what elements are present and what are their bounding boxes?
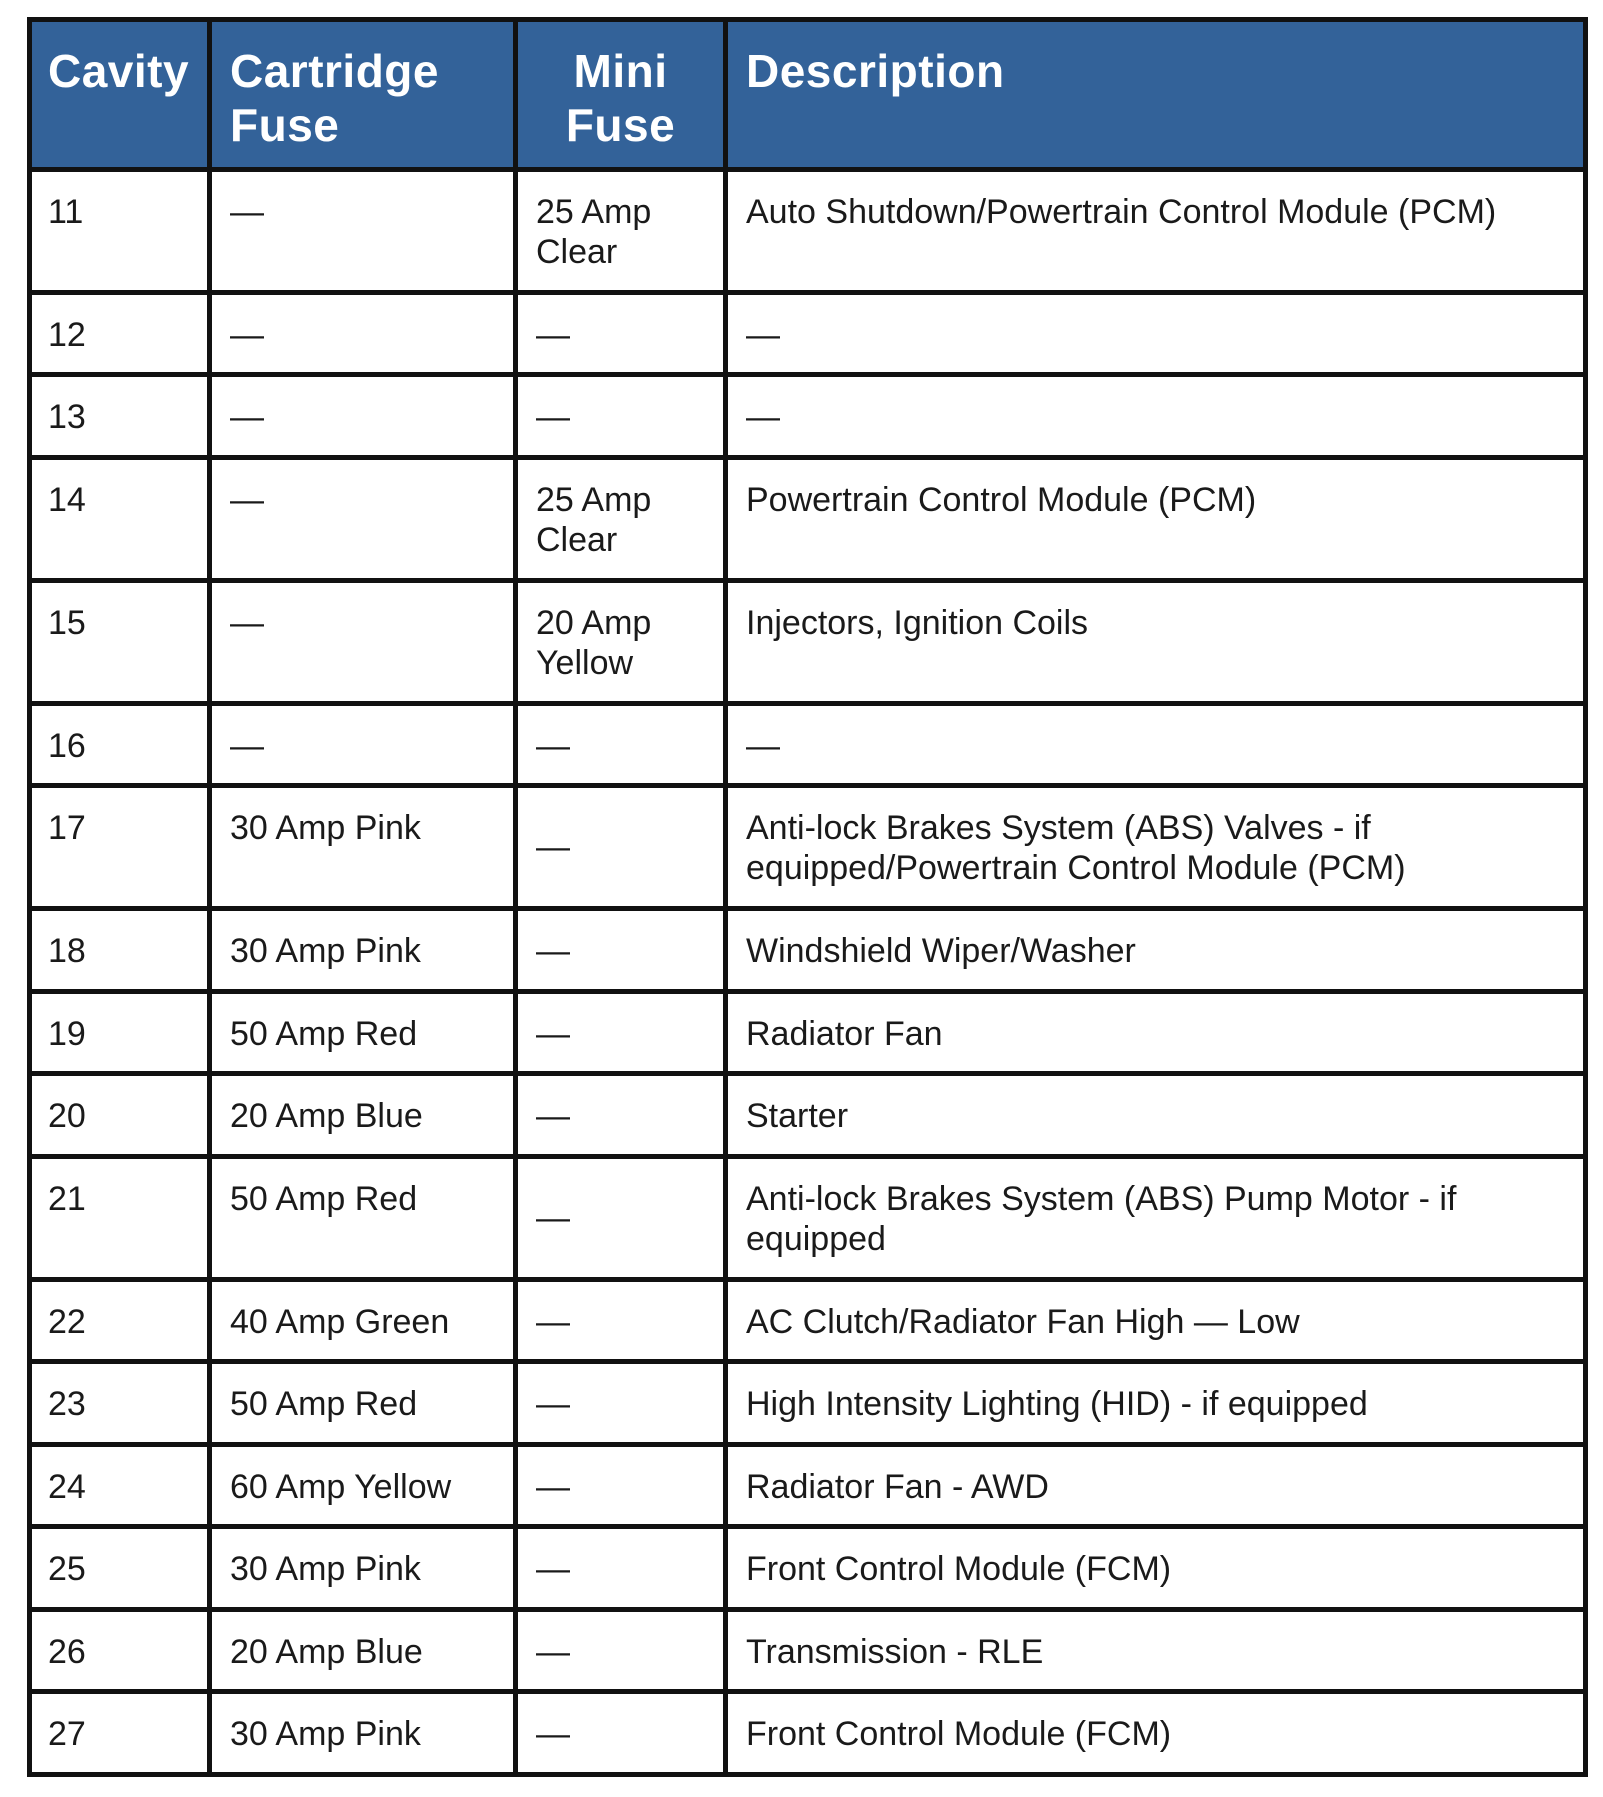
mini-fuse-cell: — — [516, 991, 726, 1074]
table-row — [30, 1609, 1586, 1692]
mini-fuse-cell: — — [516, 1156, 726, 1279]
table-row — [30, 1692, 1586, 1775]
mini-fuse-cell: — — [516, 1074, 726, 1157]
description-cell: Windshield Wiper/Washer — [726, 909, 1586, 992]
table-header — [30, 20, 1586, 170]
table-body — [30, 170, 1586, 1775]
cavity-cell: 16 — [30, 703, 210, 786]
cavity-cell: 12 — [30, 292, 210, 375]
table-row — [30, 1444, 1586, 1527]
description-cell: Powertrain Control Module (PCM) — [726, 457, 1586, 580]
cavity-cell: 20 — [30, 1074, 210, 1157]
table-row — [30, 1279, 1586, 1362]
mini-fuse-cell: — — [516, 1692, 726, 1775]
description-cell: High Intensity Lighting (HID) - if equipped — [726, 1362, 1586, 1445]
mini-fuse-cell: — — [516, 375, 726, 458]
header-row — [30, 20, 1586, 170]
cavity-cell: 19 — [30, 991, 210, 1074]
mini-fuse-cell: 25 Amp Clear — [516, 457, 726, 580]
cartridge-fuse-cell: 60 Amp Yellow — [210, 1444, 516, 1527]
cavity-cell: 17 — [30, 786, 210, 909]
description-cell: Starter — [726, 1074, 1586, 1157]
table-row — [30, 375, 1586, 458]
description-cell: Anti-lock Brakes System (ABS) Pump Motor - if equipped — [726, 1156, 1586, 1279]
mini-fuse-cell: — — [516, 786, 726, 909]
header-cartridge-fuse: Cartridge Fuse — [210, 20, 516, 170]
description-cell: — — [726, 703, 1586, 786]
cartridge-fuse-cell: 50 Amp Red — [210, 991, 516, 1074]
cartridge-fuse-cell: 40 Amp Green — [210, 1279, 516, 1362]
description-cell: Front Control Module (FCM) — [726, 1527, 1586, 1610]
cartridge-fuse-cell: — — [210, 292, 516, 375]
cavity-cell: 15 — [30, 580, 210, 703]
table-row — [30, 457, 1586, 580]
cartridge-fuse-cell: — — [210, 375, 516, 458]
header-mini-fuse: Mini Fuse — [516, 20, 726, 170]
cavity-cell: 27 — [30, 1692, 210, 1775]
description-cell: Front Control Module (FCM) — [726, 1692, 1586, 1775]
cartridge-fuse-cell: 20 Amp Blue — [210, 1609, 516, 1692]
mini-fuse-cell: — — [516, 1609, 726, 1692]
table-row — [30, 292, 1586, 375]
cartridge-fuse-cell: 20 Amp Blue — [210, 1074, 516, 1157]
description-cell: AC Clutch/Radiator Fan High — Low — [726, 1279, 1586, 1362]
description-cell: Radiator Fan — [726, 991, 1586, 1074]
cavity-cell: 25 — [30, 1527, 210, 1610]
cavity-cell: 24 — [30, 1444, 210, 1527]
table-row — [30, 991, 1586, 1074]
cartridge-fuse-cell: — — [210, 580, 516, 703]
cavity-cell: 11 — [30, 170, 210, 293]
cartridge-fuse-cell: 30 Amp Pink — [210, 786, 516, 909]
mini-fuse-cell: — — [516, 292, 726, 375]
cartridge-fuse-cell: 30 Amp Pink — [210, 1692, 516, 1775]
description-cell: Injectors, Ignition Coils — [726, 580, 1586, 703]
cartridge-fuse-cell: — — [210, 457, 516, 580]
cartridge-fuse-cell: 30 Amp Pink — [210, 909, 516, 992]
table-row — [30, 909, 1586, 992]
mini-fuse-cell: — — [516, 1444, 726, 1527]
cartridge-fuse-cell: 30 Amp Pink — [210, 1527, 516, 1610]
table-row — [30, 703, 1586, 786]
mini-fuse-cell: — — [516, 909, 726, 992]
table-row — [30, 580, 1586, 703]
mini-fuse-cell: 25 Amp Clear — [516, 170, 726, 293]
cavity-cell: 18 — [30, 909, 210, 992]
description-cell: Auto Shutdown/Powertrain Control Module (PCM) — [726, 170, 1586, 293]
table-row — [30, 1527, 1586, 1610]
description-cell: Transmission - RLE — [726, 1609, 1586, 1692]
mini-fuse-cell: 20 Amp Yellow — [516, 580, 726, 703]
description-cell: Anti-lock Brakes System (ABS) Valves - if equipped/Powertrain Control Module (PCM) — [726, 786, 1586, 909]
mini-fuse-cell: — — [516, 1279, 726, 1362]
cavity-cell: 23 — [30, 1362, 210, 1445]
table-row — [30, 786, 1586, 909]
cartridge-fuse-cell: — — [210, 170, 516, 293]
cavity-cell: 14 — [30, 457, 210, 580]
cavity-cell: 21 — [30, 1156, 210, 1279]
cartridge-fuse-cell: 50 Amp Red — [210, 1156, 516, 1279]
fuse-table — [27, 17, 1588, 1777]
description-cell: — — [726, 375, 1586, 458]
cavity-cell: 26 — [30, 1609, 210, 1692]
table-row — [30, 1074, 1586, 1157]
header-description: Description — [726, 20, 1586, 170]
table-row — [30, 1156, 1586, 1279]
cartridge-fuse-cell: — — [210, 703, 516, 786]
cavity-cell: 22 — [30, 1279, 210, 1362]
table-row — [30, 1362, 1586, 1445]
description-cell: Radiator Fan - AWD — [726, 1444, 1586, 1527]
mini-fuse-cell: — — [516, 1362, 726, 1445]
mini-fuse-cell: — — [516, 703, 726, 786]
header-cavity: Cavity — [30, 20, 210, 170]
cartridge-fuse-cell: 50 Amp Red — [210, 1362, 516, 1445]
description-cell: — — [726, 292, 1586, 375]
cavity-cell: 13 — [30, 375, 210, 458]
mini-fuse-cell: — — [516, 1527, 726, 1610]
table-row — [30, 170, 1586, 293]
